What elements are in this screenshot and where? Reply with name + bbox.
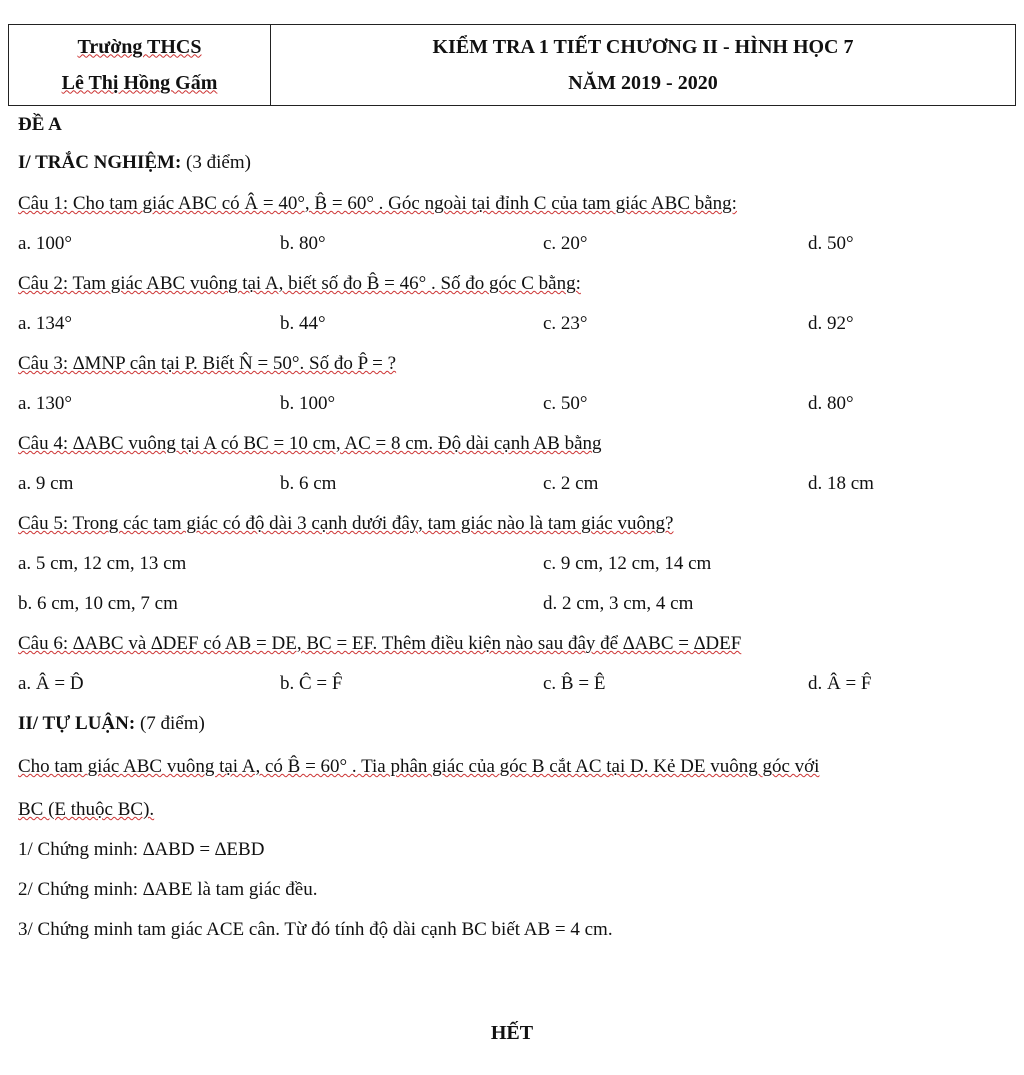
q6-option-b: b. Ĉ = F̂ [280,673,343,694]
part1-title: I/ TRẮC NGHIỆM: [18,152,182,173]
q2-option-a: a. 134° [18,313,73,334]
question-5: Câu 5: Trong các tam giác có độ dài 3 cạnh dưới đây, tam giác nào là tam giác vuông? [18,513,674,534]
question-4: Câu 4: ∆ABC vuông tại A có BC = 10 cm, AC = 8 cm. Độ dài cạnh AB bằng [18,433,602,454]
q1-option-b: b. 80° [280,233,326,254]
task-2: 2/ Chứng minh: ∆ABE là tam giác đều. [18,879,318,900]
question-3-options [18,384,1008,424]
question-5-options-row2 [18,584,1008,624]
exam-title: KIỂM TRA 1 TIẾT CHƯƠNG II - HÌNH HỌC 7 [432,35,854,58]
q5-option-c: c. 9 cm, 12 cm, 14 cm [543,553,712,574]
q2-option-d: d. 92° [808,313,854,334]
q6-option-d: d. Â = F̂ [808,673,872,694]
exam-year: NĂM 2019 - 2020 [568,71,718,94]
part1-heading [18,142,1008,184]
q3-option-b: b. 100° [280,393,336,414]
exam-cell [271,25,1015,105]
q3-option-c: c. 50° [543,393,588,414]
question-1-options [18,224,1008,264]
q5-option-b: b. 6 cm, 10 cm, 7 cm [18,593,178,614]
question-2-options [18,304,1008,344]
question-6: Câu 6: ∆ABC và ∆DEF có AB = DE, BC = EF. Thêm điều kiện nào sau đây để ∆ABC = ∆DEF [18,633,742,654]
q5-option-d: d. 2 cm, 3 cm, 4 cm [543,593,694,614]
task-1: 1/ Chứng minh: ∆ABD = ∆EBD [18,839,265,860]
question-1: Câu 1: Cho tam giác ABC có Â = 40°, B̂ = 60° . Góc ngoài tại đỉnh C của tam giác ABC bằng: [18,193,737,214]
q5-option-a: a. 5 cm, 12 cm, 13 cm [18,553,187,574]
q1-option-a: a. 100° [18,233,73,254]
q2-option-b: b. 44° [280,313,326,334]
q6-option-c: c. B̂ = Ê [543,673,606,694]
school-line2: Lê Thị Hồng Gấm [61,71,218,94]
problem-line-2: BC (E thuộc BC). [18,799,155,820]
part2-heading [18,704,1008,744]
q4-option-c: c. 2 cm [543,473,599,494]
part2-points: (7 điểm) [139,713,205,734]
q6-option-a: a. Â = D̂ [18,673,84,694]
question-5-options-row1 [18,544,1008,584]
question-6-options [18,664,1008,704]
q3-option-a: a. 130° [18,393,73,414]
school-line1: Trường THCS [77,35,202,58]
question-4-options [18,464,1008,504]
end-marker: HẾT [490,1022,534,1044]
school-cell [9,25,271,105]
q1-option-d: d. 50° [808,233,854,254]
header-table [8,24,1016,106]
problem-line-1: Cho tam giác ABC vuông tại A, có B̂ = 60° . Tia phân giác của góc B cắt AC tại D. Kẻ DE vuông góc với [18,756,820,777]
exam-content [18,108,1008,950]
question-3: Câu 3: ∆MNP cân tại P. Biết N̂ = 50°. Số đo P̂ = ? [18,353,397,374]
q2-option-c: c. 23° [543,313,588,334]
q3-option-d: d. 80° [808,393,854,414]
task-3: 3/ Chứng minh tam giác ACE cân. Từ đó tính độ dài cạnh BC biết AB = 4 cm. [18,919,613,940]
q4-option-b: b. 6 cm [280,473,337,494]
q4-option-d: d. 18 cm [808,473,874,494]
exam-version: ĐỀ A [18,114,62,135]
question-2: Câu 2: Tam giác ABC vuông tại A, biết số đo B̂ = 46° . Số đo góc C bằng: [18,273,581,294]
q4-option-a: a. 9 cm [18,473,74,494]
q1-option-c: c. 20° [543,233,588,254]
part1-points: (3 điểm) [186,152,251,173]
part2-title: II/ TỰ LUẬN: [18,713,136,734]
